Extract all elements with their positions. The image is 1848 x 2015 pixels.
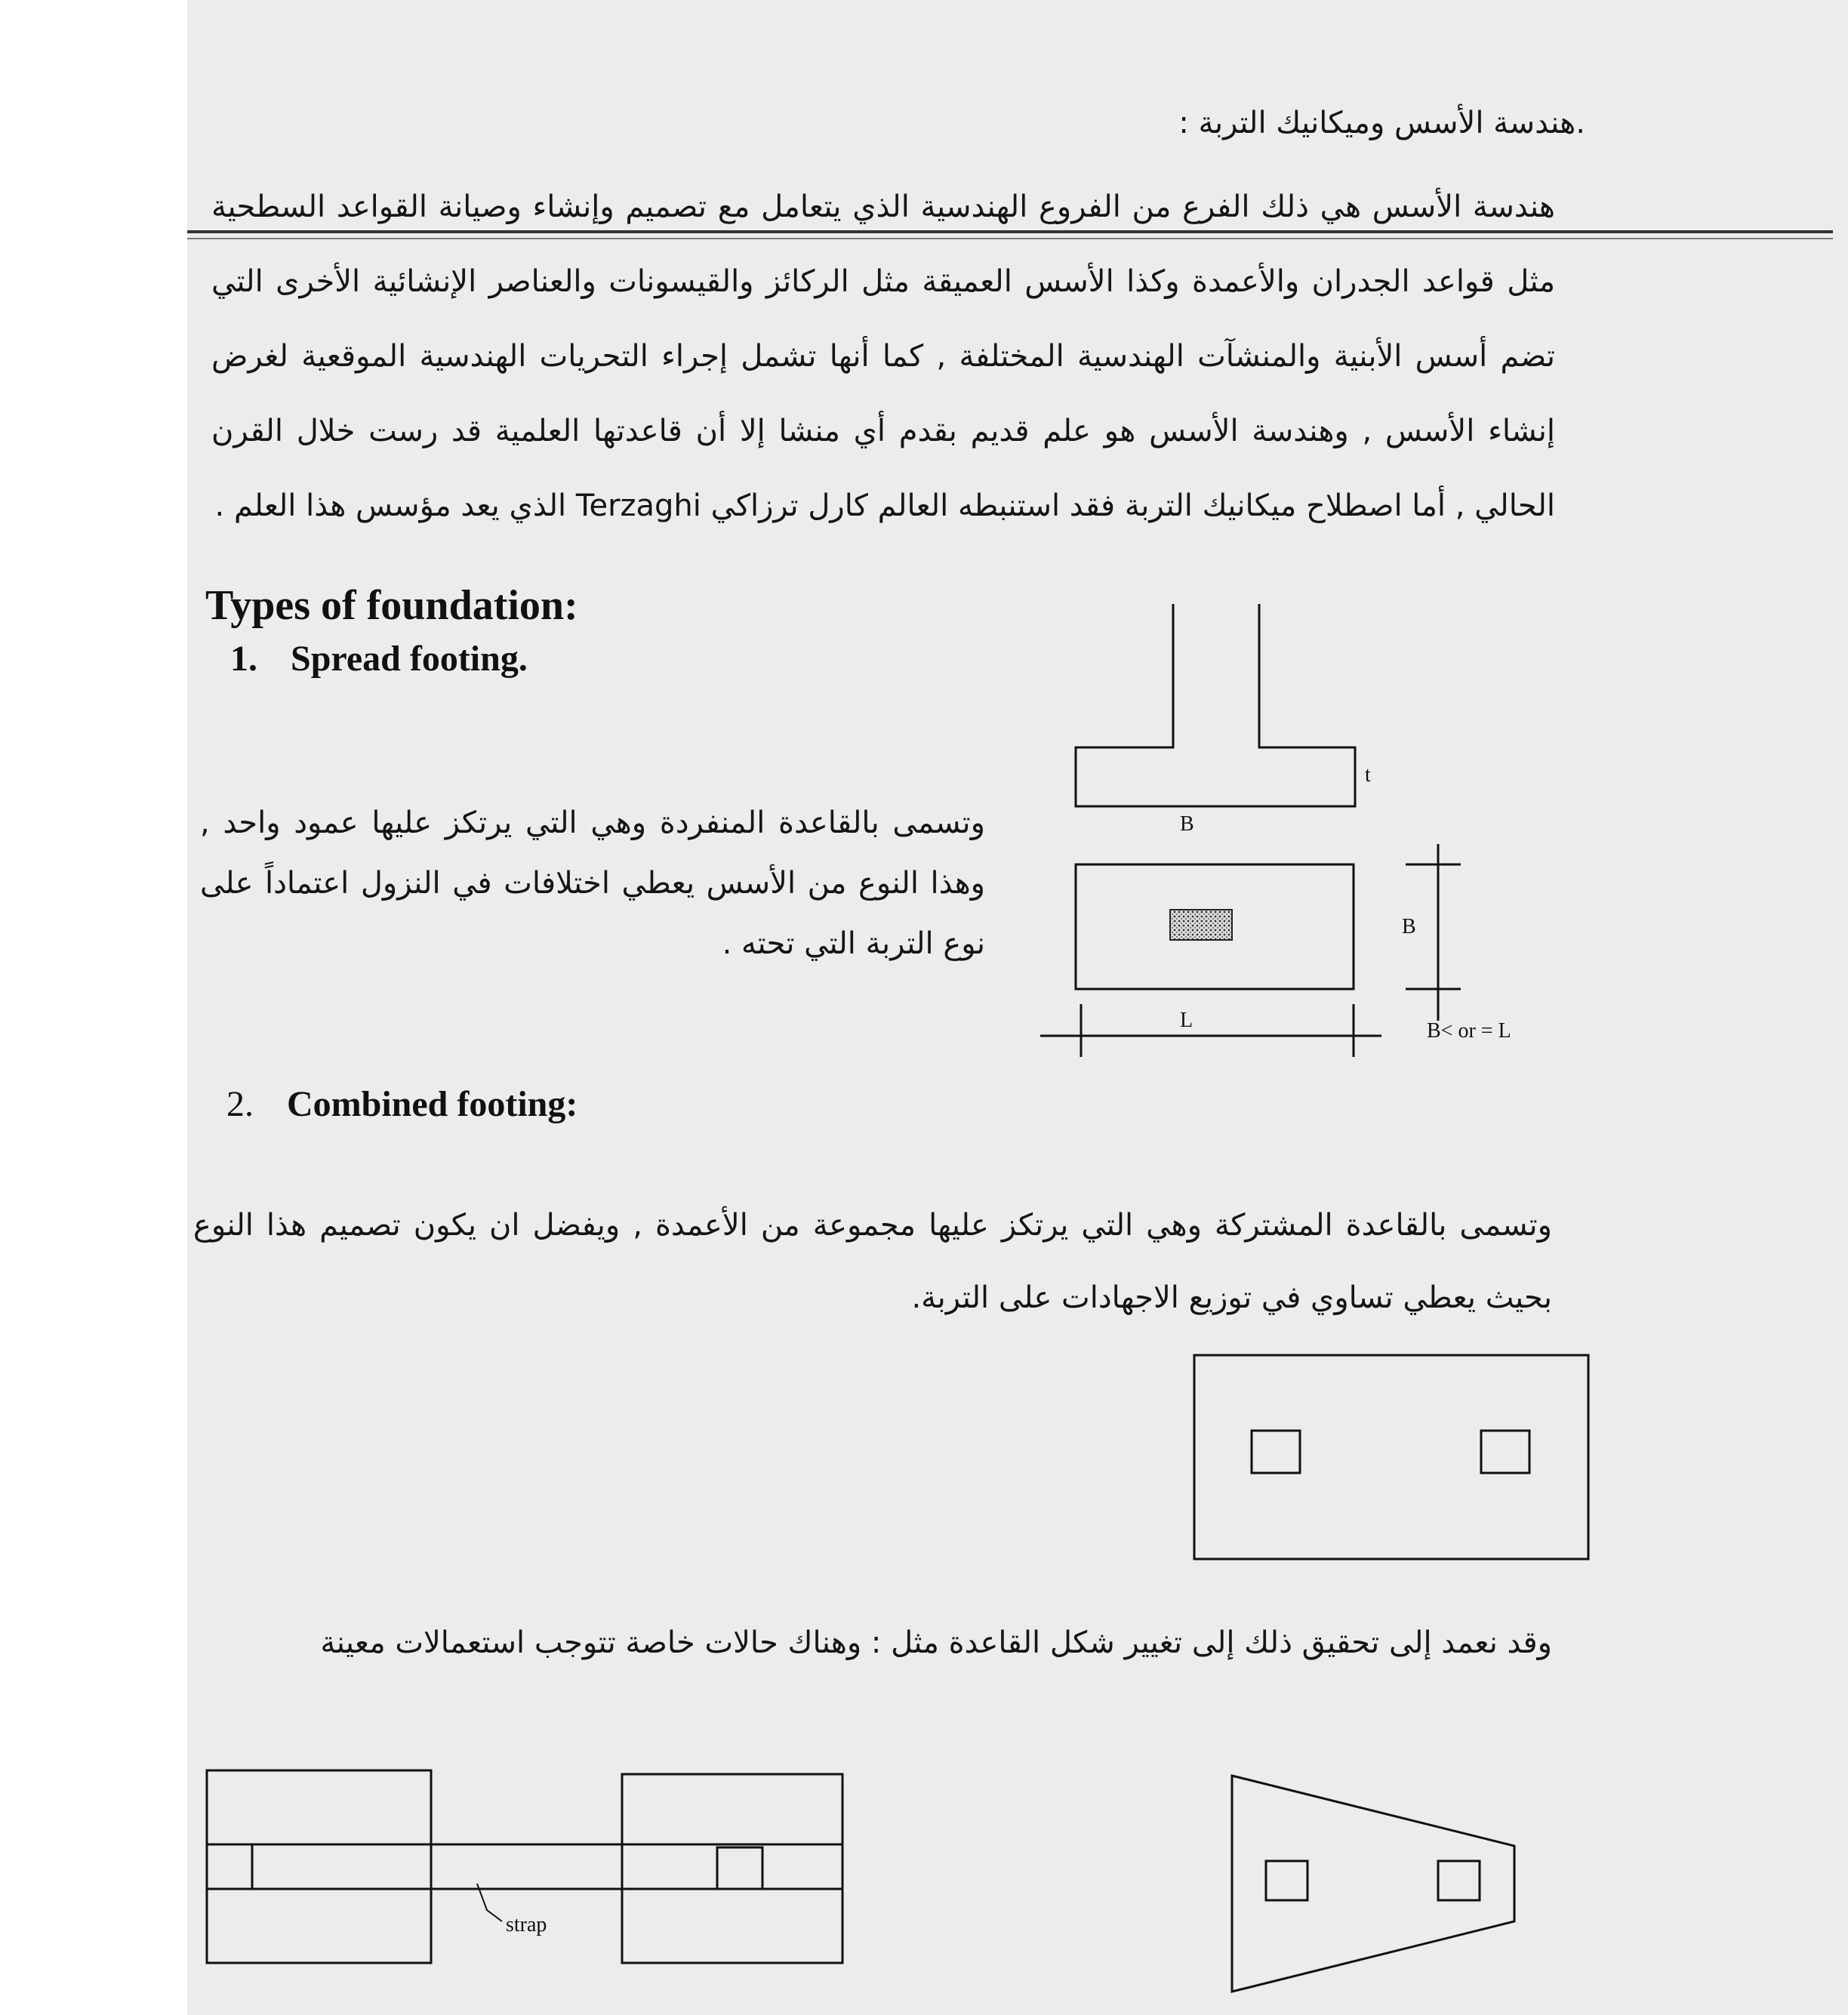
spread-footing-plan bbox=[1040, 844, 1461, 1057]
label-l: L bbox=[1180, 1009, 1194, 1032]
strap-label: strap bbox=[506, 1913, 547, 1936]
types-title: Types of foundation: bbox=[205, 582, 578, 629]
spread-paragraph: وتسمى بالقاعدة المنفردة وهي التي يرتكز عليها عمود واحد , وهذا النوع من الأسس يعطي اختلافات في النزول اعتماداً على نوع التربة التي تحته . bbox=[200, 806, 985, 961]
item1-number: 1. bbox=[230, 639, 257, 679]
intro-paragraph: هندسة الأسس هي ذلك الفرع من الفروع الهندسية الذي يتعامل مع تصميم وإنشاء وصيانة القواعد السطحية مثل قواعد الجدران والأعمدة وكذا الأسس العميقة مثل الركائز والقيسونات والعناصر الإنشائية الأخرى التي تضم أسس الأبنية والمنشآت الهندسية المختلفة , كما أنها تشمل إجراء التحريات الهندسية الموقعية لغرض إنشاء الأسس , وهندسة الأسس هو علم قديم بقدم أي منشا إلا أن قاعدتها العلمية قد رست خلال القرن الحالي , أما اصطلاح ميكانيك التربة فقد استنبطه العالم كارل ترزاكي Terzaghi الذي يعد مؤسس هذا العلم . bbox=[211, 189, 1555, 523]
label-condition: B< or = L bbox=[1427, 1019, 1511, 1043]
label-b-plan: B bbox=[1402, 915, 1416, 938]
arabic-heading: .هندسة الأسس وميكانيك التربة : bbox=[1178, 106, 1585, 140]
trapezoidal-footing bbox=[1232, 1776, 1514, 1992]
shape-sentence: وقد نعمد إلى تحقيق ذلك إلى تغيير شكل القاعدة مثل : وهناك حالات خاصة تتوجب استعمالات معينة bbox=[320, 1625, 1552, 1660]
item1-title: Spread footing. bbox=[291, 639, 528, 679]
combined-footing-plan bbox=[1194, 1355, 1588, 1559]
spread-footing-section bbox=[1076, 604, 1355, 806]
item2-number: 2. bbox=[226, 1084, 254, 1124]
label-t: t bbox=[1365, 763, 1371, 787]
combined-paragraph: وتسمى بالقاعدة المشتركة وهي التي يرتكز عليها مجموعة من الأعمدة , ويفضل ان يكون تصميم هذا النوع بحيث يعطي تساوي في توزيع الاجهادات على التربة. bbox=[193, 1208, 1552, 1315]
column-hatch bbox=[1170, 910, 1232, 940]
label-b-section: B bbox=[1180, 812, 1194, 836]
item2-title: Combined footing: bbox=[287, 1084, 578, 1124]
